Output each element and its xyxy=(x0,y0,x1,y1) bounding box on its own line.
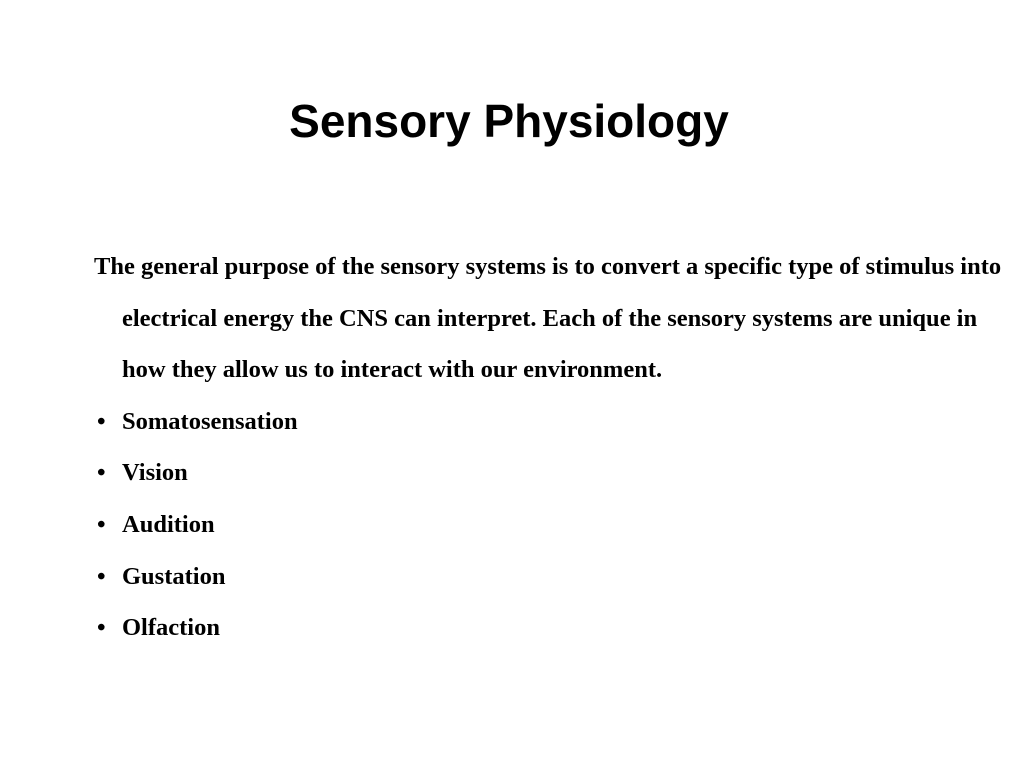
bullet-icon: • xyxy=(97,562,106,590)
list-item-label: Olfaction xyxy=(122,614,220,642)
intro-paragraph: The general purpose of the sensory systems is to convert a specific type of stimulus into electrical energy the CNS can interpret. Each of the sensory systems are unique in how they allow us to interact with our environment. xyxy=(94,253,1002,384)
bullet-icon: • xyxy=(97,510,106,538)
slide-body xyxy=(94,241,1004,654)
list-item-label: Somatosensation xyxy=(122,407,298,435)
bullet-icon: • xyxy=(97,459,106,487)
bullet-icon: • xyxy=(97,614,106,642)
slide-title: Sensory Physiology xyxy=(289,95,729,147)
bullet-icon: • xyxy=(97,407,106,435)
list-item-label: Gustation xyxy=(122,562,226,590)
list-item-vision xyxy=(94,447,1004,499)
list-item-somatosensation xyxy=(94,396,1004,448)
list-item-label: Audition xyxy=(122,510,215,538)
list-item-olfaction xyxy=(94,602,1004,654)
list-item-gustation xyxy=(94,551,1004,603)
list-item-audition xyxy=(94,499,1004,551)
list-item-label: Vision xyxy=(122,459,188,487)
sensory-systems-list xyxy=(94,396,1004,654)
